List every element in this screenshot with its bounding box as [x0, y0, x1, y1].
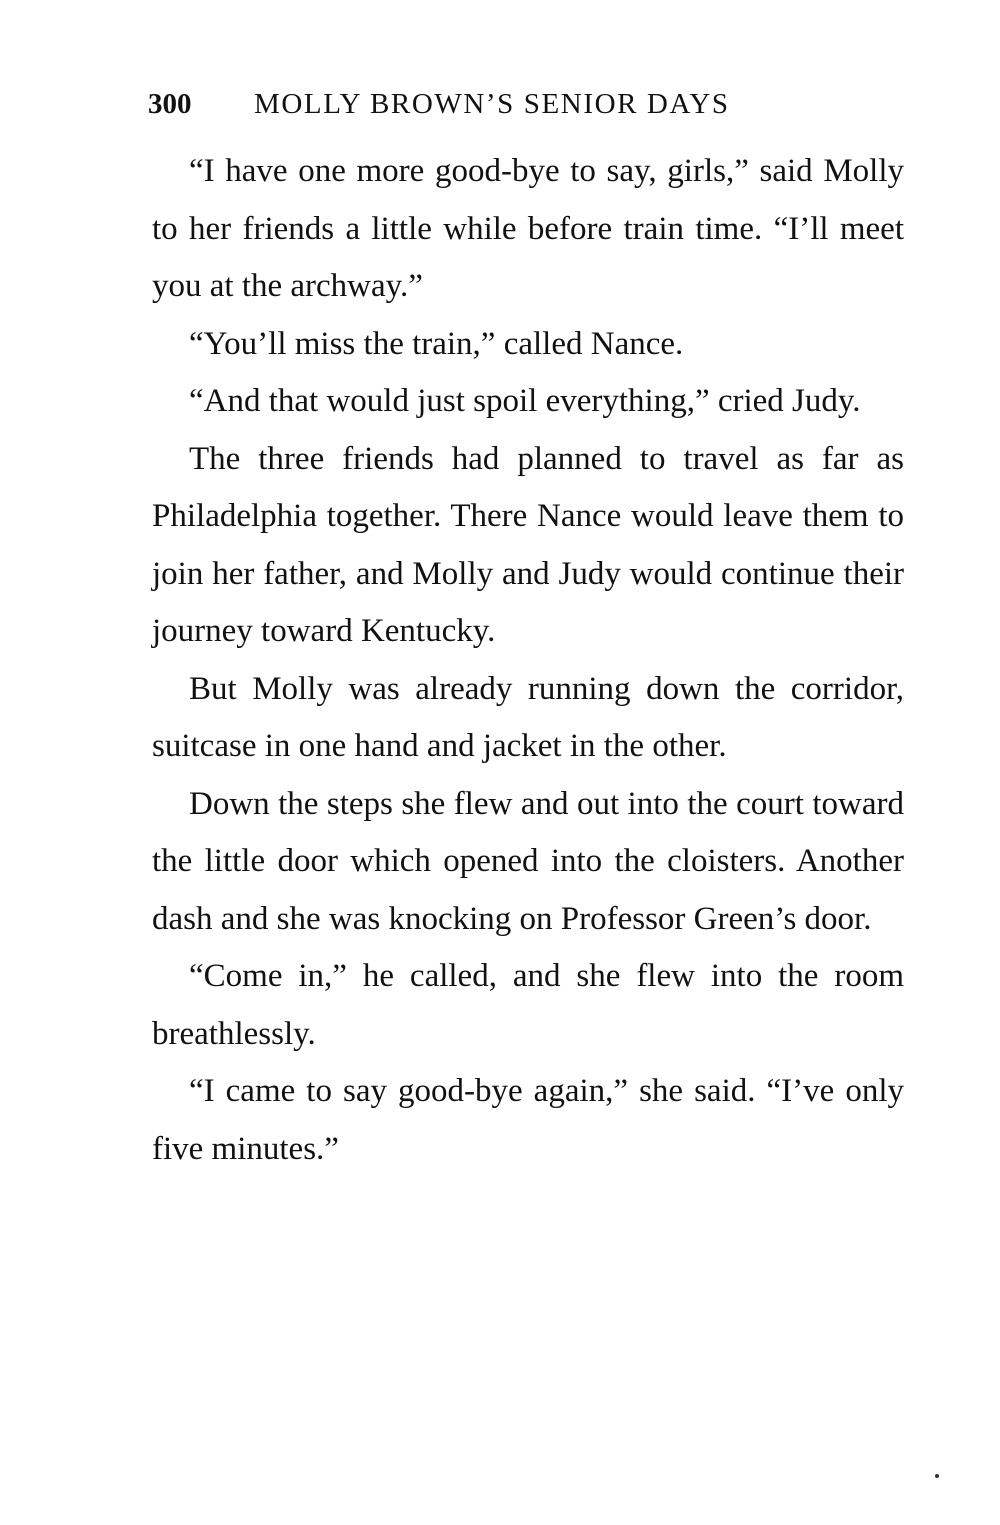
print-speck — [935, 1474, 939, 1478]
paragraph: Down the steps she flew and out into the court toward the little door which opened into the cloisters. Another dash and she was knocking on Professor Green’s door. — [152, 785, 904, 937]
running-head — [148, 84, 908, 124]
paragraph: “I came to say good-bye again,” she said. “I’ve only five minutes.” — [152, 1073, 904, 1167]
page-number: 300 — [148, 88, 192, 120]
paragraph: “Come in,” he called, and she flew into the room breathlessly. — [152, 958, 904, 1052]
body-text — [152, 143, 904, 1178]
paragraph: But Molly was already running down the corridor, suitcase in one hand and jacket in the other. — [152, 670, 904, 764]
paragraph: The three friends had planned to travel as far as Philadelphia together. There Nance would leave them to join her father, and Molly and Judy would continue their journey toward Kentucky. — [152, 440, 904, 649]
book-title: MOLLY BROWN’S SENIOR DAYS — [254, 88, 730, 120]
paragraph: “You’ll miss the train,” called Nance. — [189, 325, 684, 362]
paragraph: “And that would just spoil everything,” cried Judy. — [189, 383, 861, 419]
paragraph: “I have one more good-bye to say, girls,” said Molly to her friends a little while before train time. “I’ll meet you at the archway.” — [152, 153, 904, 304]
